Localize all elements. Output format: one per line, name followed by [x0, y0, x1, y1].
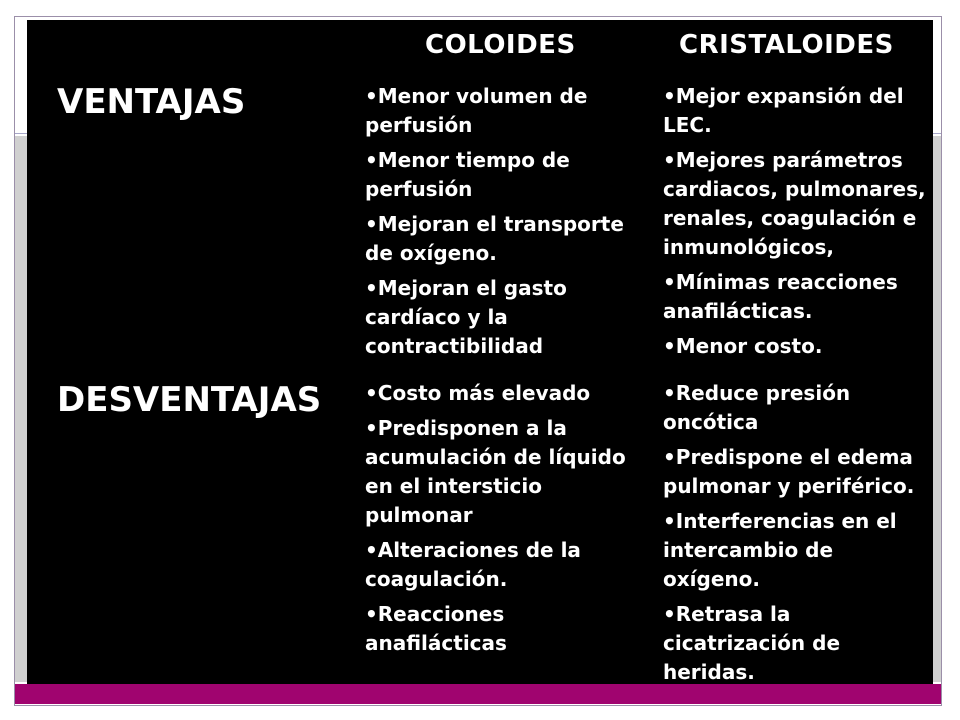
- list-item-line: contractibilidad: [365, 334, 544, 358]
- footer-bar: [15, 684, 941, 704]
- list-item: [365, 210, 624, 268]
- list-item-line: •Menor tiempo de: [365, 148, 570, 172]
- list-item: [663, 507, 914, 594]
- list-item-line: •Predispone el edema: [663, 445, 913, 469]
- column-header-coloides: COLOIDES: [425, 30, 576, 60]
- comparison-table: [27, 20, 933, 684]
- list-item-line: •Mínimas reacciones: [663, 270, 898, 294]
- list-item-line: acumulación de líquido: [365, 445, 626, 469]
- list-item-line: •Predisponen a la: [365, 416, 567, 440]
- list-item-line: intercambio de: [663, 538, 834, 562]
- list-item-line: •Costo más elevado: [365, 381, 591, 405]
- list-item-line: anafilácticas: [365, 631, 507, 655]
- list-item-line: perfusión: [365, 177, 473, 201]
- column-header-cristaloides: CRISTALOIDES: [679, 30, 894, 60]
- cell-desventajas-cristaloides: [663, 379, 914, 687]
- list-item-line: inmunológicos,: [663, 235, 835, 259]
- list-item-line: renales, coagulación e: [663, 206, 917, 230]
- list-item: [365, 146, 624, 204]
- list-item-line: •Mejoran el transporte: [365, 212, 624, 236]
- list-item-line: en el intersticio: [365, 474, 543, 498]
- list-item: [663, 268, 926, 326]
- cell-desventajas-coloides: [365, 379, 626, 658]
- list-item: [663, 379, 914, 437]
- list-item-line: oxígeno.: [663, 567, 760, 591]
- cell-ventajas-cristaloides: [663, 82, 926, 361]
- list-item: [365, 536, 626, 594]
- list-item-line: heridas.: [663, 660, 755, 684]
- list-item-line: perfusión: [365, 113, 473, 137]
- list-item-line: anafilácticas.: [663, 299, 813, 323]
- list-item-line: •Menor costo.: [663, 334, 823, 358]
- list-item-line: cardíaco y la: [365, 305, 508, 329]
- list-item: [365, 379, 626, 408]
- list-item-line: pulmonar: [365, 503, 473, 527]
- list-item: [663, 146, 926, 262]
- list-item: [365, 600, 626, 658]
- cell-ventajas-coloides: [365, 82, 624, 361]
- list-item-line: •Mejores parámetros: [663, 148, 903, 172]
- list-item-line: •Mejor expansión del: [663, 84, 904, 108]
- list-item-line: pulmonar y periférico.: [663, 474, 915, 498]
- list-item-line: •Alteraciones de la: [365, 538, 581, 562]
- row-header-desventajas: DESVENTAJAS: [57, 380, 322, 420]
- list-item-line: oncótica: [663, 410, 759, 434]
- list-item: [365, 414, 626, 530]
- list-item-line: •Menor volumen de: [365, 84, 588, 108]
- list-item-line: coagulación.: [365, 567, 508, 591]
- row-header-ventajas: VENTAJAS: [57, 82, 246, 122]
- list-item-line: •Reduce presión: [663, 381, 851, 405]
- list-item-line: •Mejoran el gasto: [365, 276, 567, 300]
- list-item: [663, 443, 914, 501]
- list-item: [365, 274, 624, 361]
- list-item-line: •Retrasa la: [663, 602, 791, 626]
- list-item-line: cicatrización de: [663, 631, 841, 655]
- list-item-line: •Reacciones: [365, 602, 505, 626]
- list-item: [663, 82, 926, 140]
- list-item-line: •Interferencias en el: [663, 509, 897, 533]
- list-item: [365, 82, 624, 140]
- list-item: [663, 332, 926, 361]
- list-item-line: LEC.: [663, 113, 712, 137]
- list-item-line: de oxígeno.: [365, 241, 497, 265]
- list-item: [663, 600, 914, 687]
- list-item-line: cardiacos, pulmonares,: [663, 177, 926, 201]
